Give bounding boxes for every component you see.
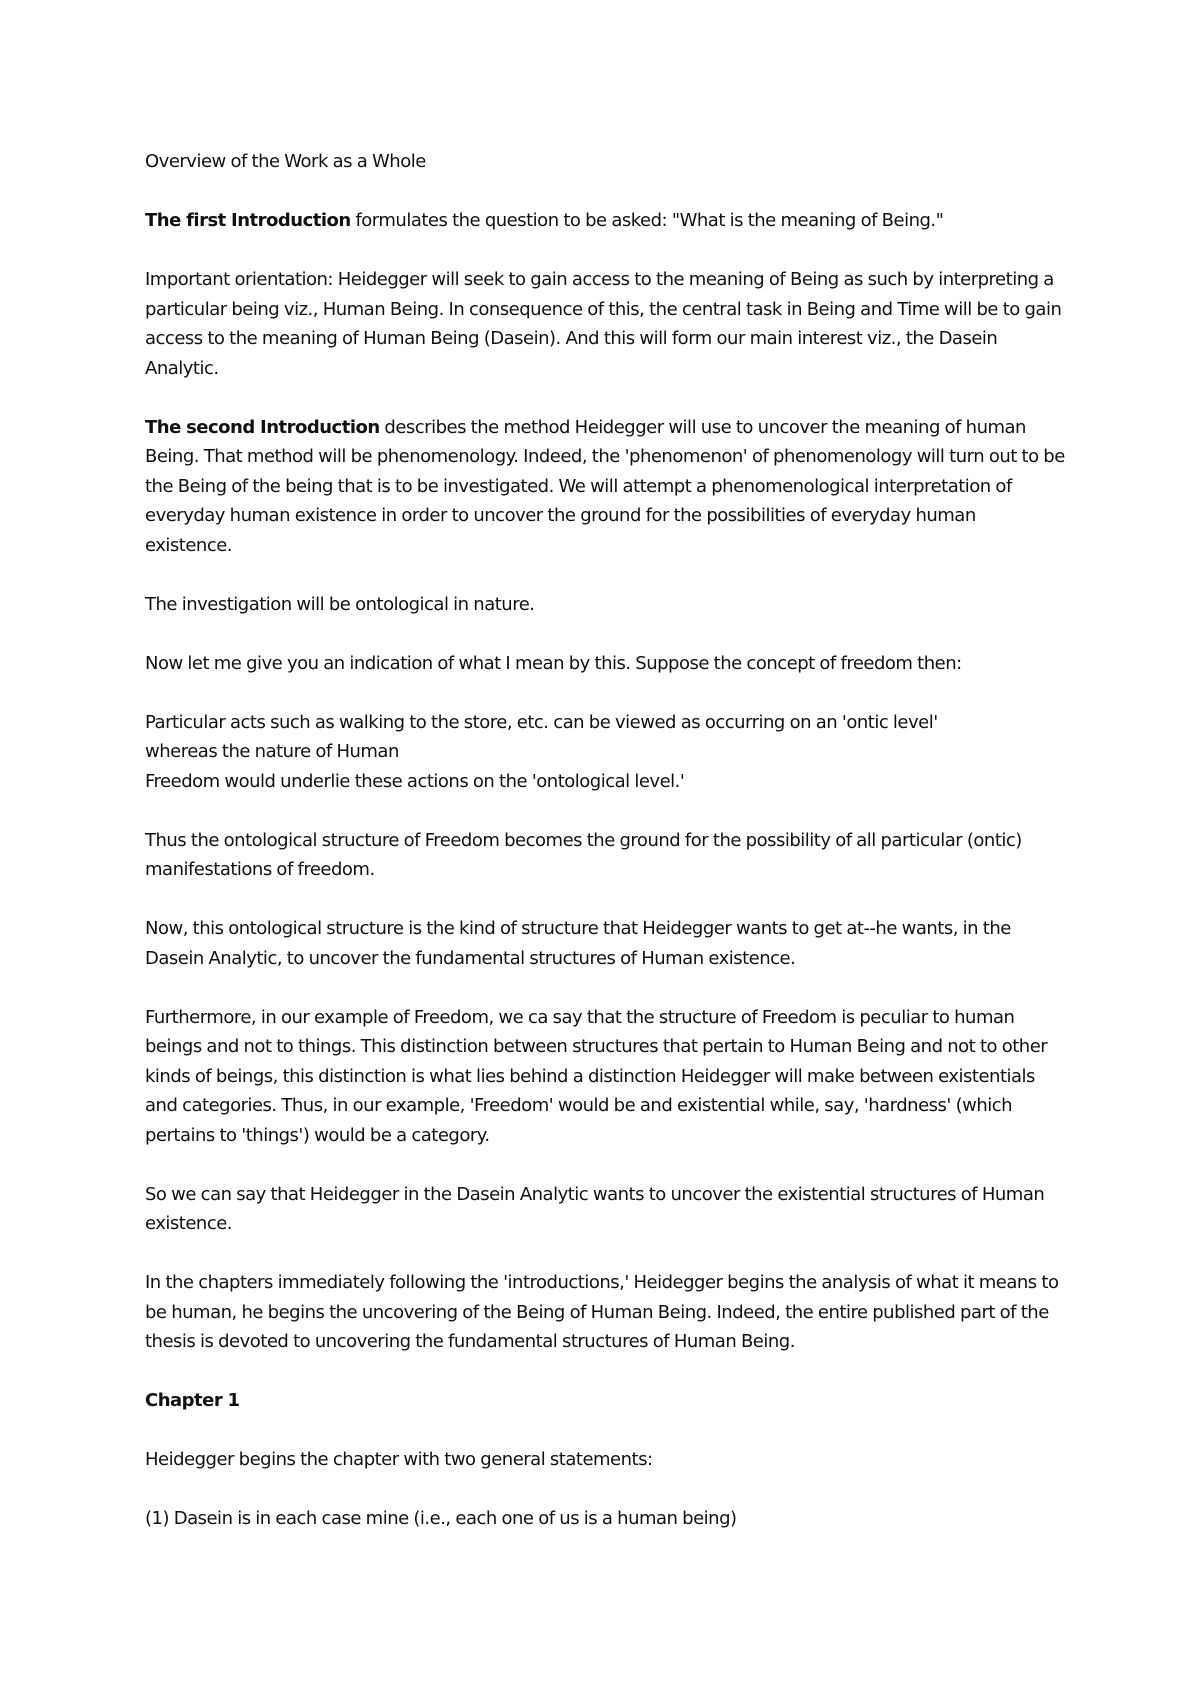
document-body: [145, 147, 1065, 1563]
ontic-line-1: Particular acts such as walking to the store, etc. can be viewed as occurring on an 'ontic level': [145, 711, 938, 733]
chapter-heading: [145, 1386, 1065, 1416]
first-introduction-text: formulates the question to be asked: "What is the meaning of Being.": [350, 210, 944, 231]
paragraph-chapters: In the chapters immediately following the 'introductions,' Heidegger begins the analysis of what it means to be human, he begins the uncovering of the Being of Human Being. Indeed, the entire published part of the thesis is devoted to uncovering the fundamental structures of Human Being.: [145, 1272, 1059, 1352]
ontic-line-2: whereas the nature of Human: [145, 741, 399, 762]
ontic-line-3: Freedom would underlie these actions on the 'ontological level.': [145, 770, 685, 792]
paragraph-ontic-level: [145, 708, 1065, 797]
paragraph-existentials: Furthermore, in our example of Freedom, we ca say that the structure of Freedom is peculiar to human beings and not to things. This distinction between structures that pertain to Human Being and not to other kinds of beings, this distinction is what lies behind a distinction Heidegger will make between existentials and categories. Thus, in our example, 'Freedom' would be and existential while, say, 'hardness' (which pertains to 'things') would be a category.: [145, 1006, 1048, 1146]
chapter-heading-text: Chapter 1: [145, 1390, 240, 1411]
paragraph-first-introduction: [145, 206, 1065, 236]
paragraph-general-statements: Heidegger begins the chapter with two general statements:: [145, 1449, 653, 1470]
second-introduction-text: describes the method Heidegger will use to uncover the meaning of human Being. That method will be phenomenology. Indeed, the 'phenomenon' of phenomenology will turn out to be the Being of the being that is to be investigated. We will attempt a phenomenological interpretation of everyday human existence in order to uncover the ground for the possibilities of everyday human existence.: [145, 416, 1065, 556]
paragraph-freedom-ground: Thus the ontological structure of Freedom becomes the ground for the possibility of all particular (ontic) manifestations of freedom.: [145, 829, 1022, 880]
paragraph-ontological: The investigation will be ontological in nature.: [145, 593, 535, 615]
paragraph-ontological-structure: Now, this ontological structure is the kind of structure that Heidegger wants to get at--he wants, in the Dasein Analytic, to uncover the fundamental structures of Human existence.: [145, 918, 1011, 969]
document-heading: Overview of the Work as a Whole: [145, 151, 426, 172]
paragraph-indication: Now let me give you an indication of what I mean by this. Suppose the concept of freedom then:: [145, 652, 962, 674]
paragraph-second-introduction: [145, 413, 1065, 561]
second-introduction-label: The second Introduction: [145, 416, 380, 438]
paragraph-existential-structures: So we can say that Heidegger in the Dasein Analytic wants to uncover the existential structures of Human existence.: [145, 1183, 1045, 1234]
first-introduction-label: The first Introduction: [145, 210, 351, 231]
paragraph-statement-1: (1) Dasein is in each case mine (i.e., each one of us is a human being): [145, 1508, 737, 1529]
paragraph-orientation: Important orientation: Heidegger will seek to gain access to the meaning of Being as such by interpreting a particular being viz., Human Being. In consequence of this, the central task in Being and Time will be to gain access to the meaning of Human Being (Dasein). And this will form our main interest viz., the Dasein Analytic.: [145, 269, 1062, 379]
